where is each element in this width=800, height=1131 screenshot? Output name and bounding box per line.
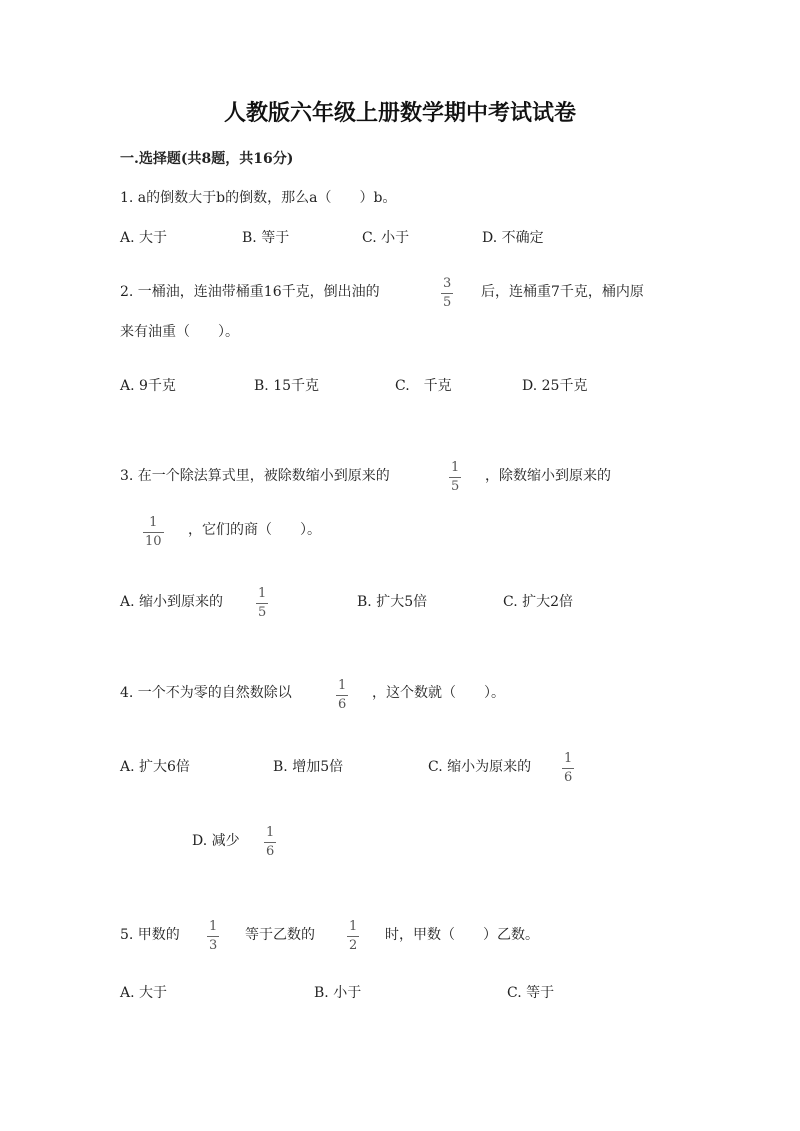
fraction-numerator: 1 [349,919,358,934]
question-5-stem-part2: 等于乙数的 [245,927,315,943]
question-3-stem-part2: ，除数缩小到原来的 [485,468,611,484]
fraction [336,678,348,712]
page-title: 人教版六年级上册数学期中考试试卷 [223,100,576,126]
fraction [264,825,276,859]
fraction [256,586,268,620]
fraction-denominator: 6 [266,844,275,859]
q1-option-d[interactable]: D. 不确定 [482,230,544,246]
q5-option-b[interactable]: B. 小于 [314,985,362,1001]
fraction-bar [449,477,461,478]
fraction [347,919,359,953]
fraction-numerator: 1 [258,586,267,601]
question-2-stem-part1: 2. 一桶油，连油带桶重16千克，倒出油的 [120,284,380,300]
fraction-bar [562,768,574,769]
q5-option-c[interactable]: C. 等于 [507,985,555,1001]
q2-option-a[interactable]: A. 9千克 [120,378,176,394]
fraction [207,919,219,953]
fraction [562,751,574,785]
fraction-denominator: 2 [349,938,358,953]
q3-option-b[interactable]: B. 扩大5倍 [357,594,428,610]
fraction-numerator: 1 [209,919,218,934]
q3-option-a[interactable]: A. 缩小到原来的 [120,594,224,610]
question-2-stem-part3: 来有油重（ ）。 [120,324,239,340]
question-1-stem: 1. a的倒数大于b的倒数，那么a（ ）b。 [120,190,397,206]
fraction-bar [256,603,268,604]
question-3-stem-part3: ，它们的商（ ）。 [188,522,321,538]
q2-option-c[interactable]: C. 千克 [395,378,452,394]
fraction-denominator: 5 [443,295,452,310]
q1-option-b[interactable]: B. 等于 [242,230,290,246]
question-5-stem-part3: 时，甲数（ ）乙数。 [385,927,539,943]
fraction-bar [336,695,348,696]
q1-option-c[interactable]: C. 小于 [362,230,410,246]
q2-option-b[interactable]: B. 15千克 [254,378,320,394]
fraction-bar [143,532,164,533]
question-5-stem-part1: 5. 甲数的 [120,927,180,943]
question-3-stem-part1: 3. 在一个除法算式里，被除数缩小到原来的 [120,468,390,484]
fraction-bar [207,936,219,937]
question-2-stem-part2: 后，连桶重7千克，桶内原 [481,284,644,300]
fraction-denominator: 5 [451,479,460,494]
question-4-stem-part2: ，这个数就（ ）。 [372,685,505,701]
fraction-denominator: 5 [258,605,267,620]
section-heading: 一.选择题(共8题，共16分) [120,151,294,167]
q4-option-c[interactable]: C. 缩小为原来的 [428,759,532,775]
q5-option-a[interactable]: A. 大于 [120,985,168,1001]
fraction-numerator: 3 [443,276,452,291]
q3-option-c[interactable]: C. 扩大2倍 [503,594,574,610]
fraction [143,515,164,549]
fraction-bar [347,936,359,937]
q4-option-b[interactable]: B. 增加5倍 [273,759,344,775]
fraction [441,276,453,310]
fraction-denominator: 6 [338,697,347,712]
fraction-bar [441,293,453,294]
fraction-denominator: 10 [145,534,162,549]
fraction-denominator: 3 [209,938,218,953]
fraction [449,460,461,494]
q4-option-a[interactable]: A. 扩大6倍 [120,759,190,775]
fraction-denominator: 6 [564,770,573,785]
q2-option-d[interactable]: D. 25千克 [522,378,588,394]
q1-option-a[interactable]: A. 大于 [120,230,168,246]
question-4-stem-part1: 4. 一个不为零的自然数除以 [120,685,292,701]
fraction-bar [264,842,276,843]
fraction-numerator: 1 [451,460,460,475]
fraction-numerator: 1 [266,825,275,840]
fraction-numerator: 1 [149,515,158,530]
fraction-numerator: 1 [338,678,347,693]
q4-option-d[interactable]: D. 减少 [192,833,240,849]
fraction-numerator: 1 [564,751,573,766]
